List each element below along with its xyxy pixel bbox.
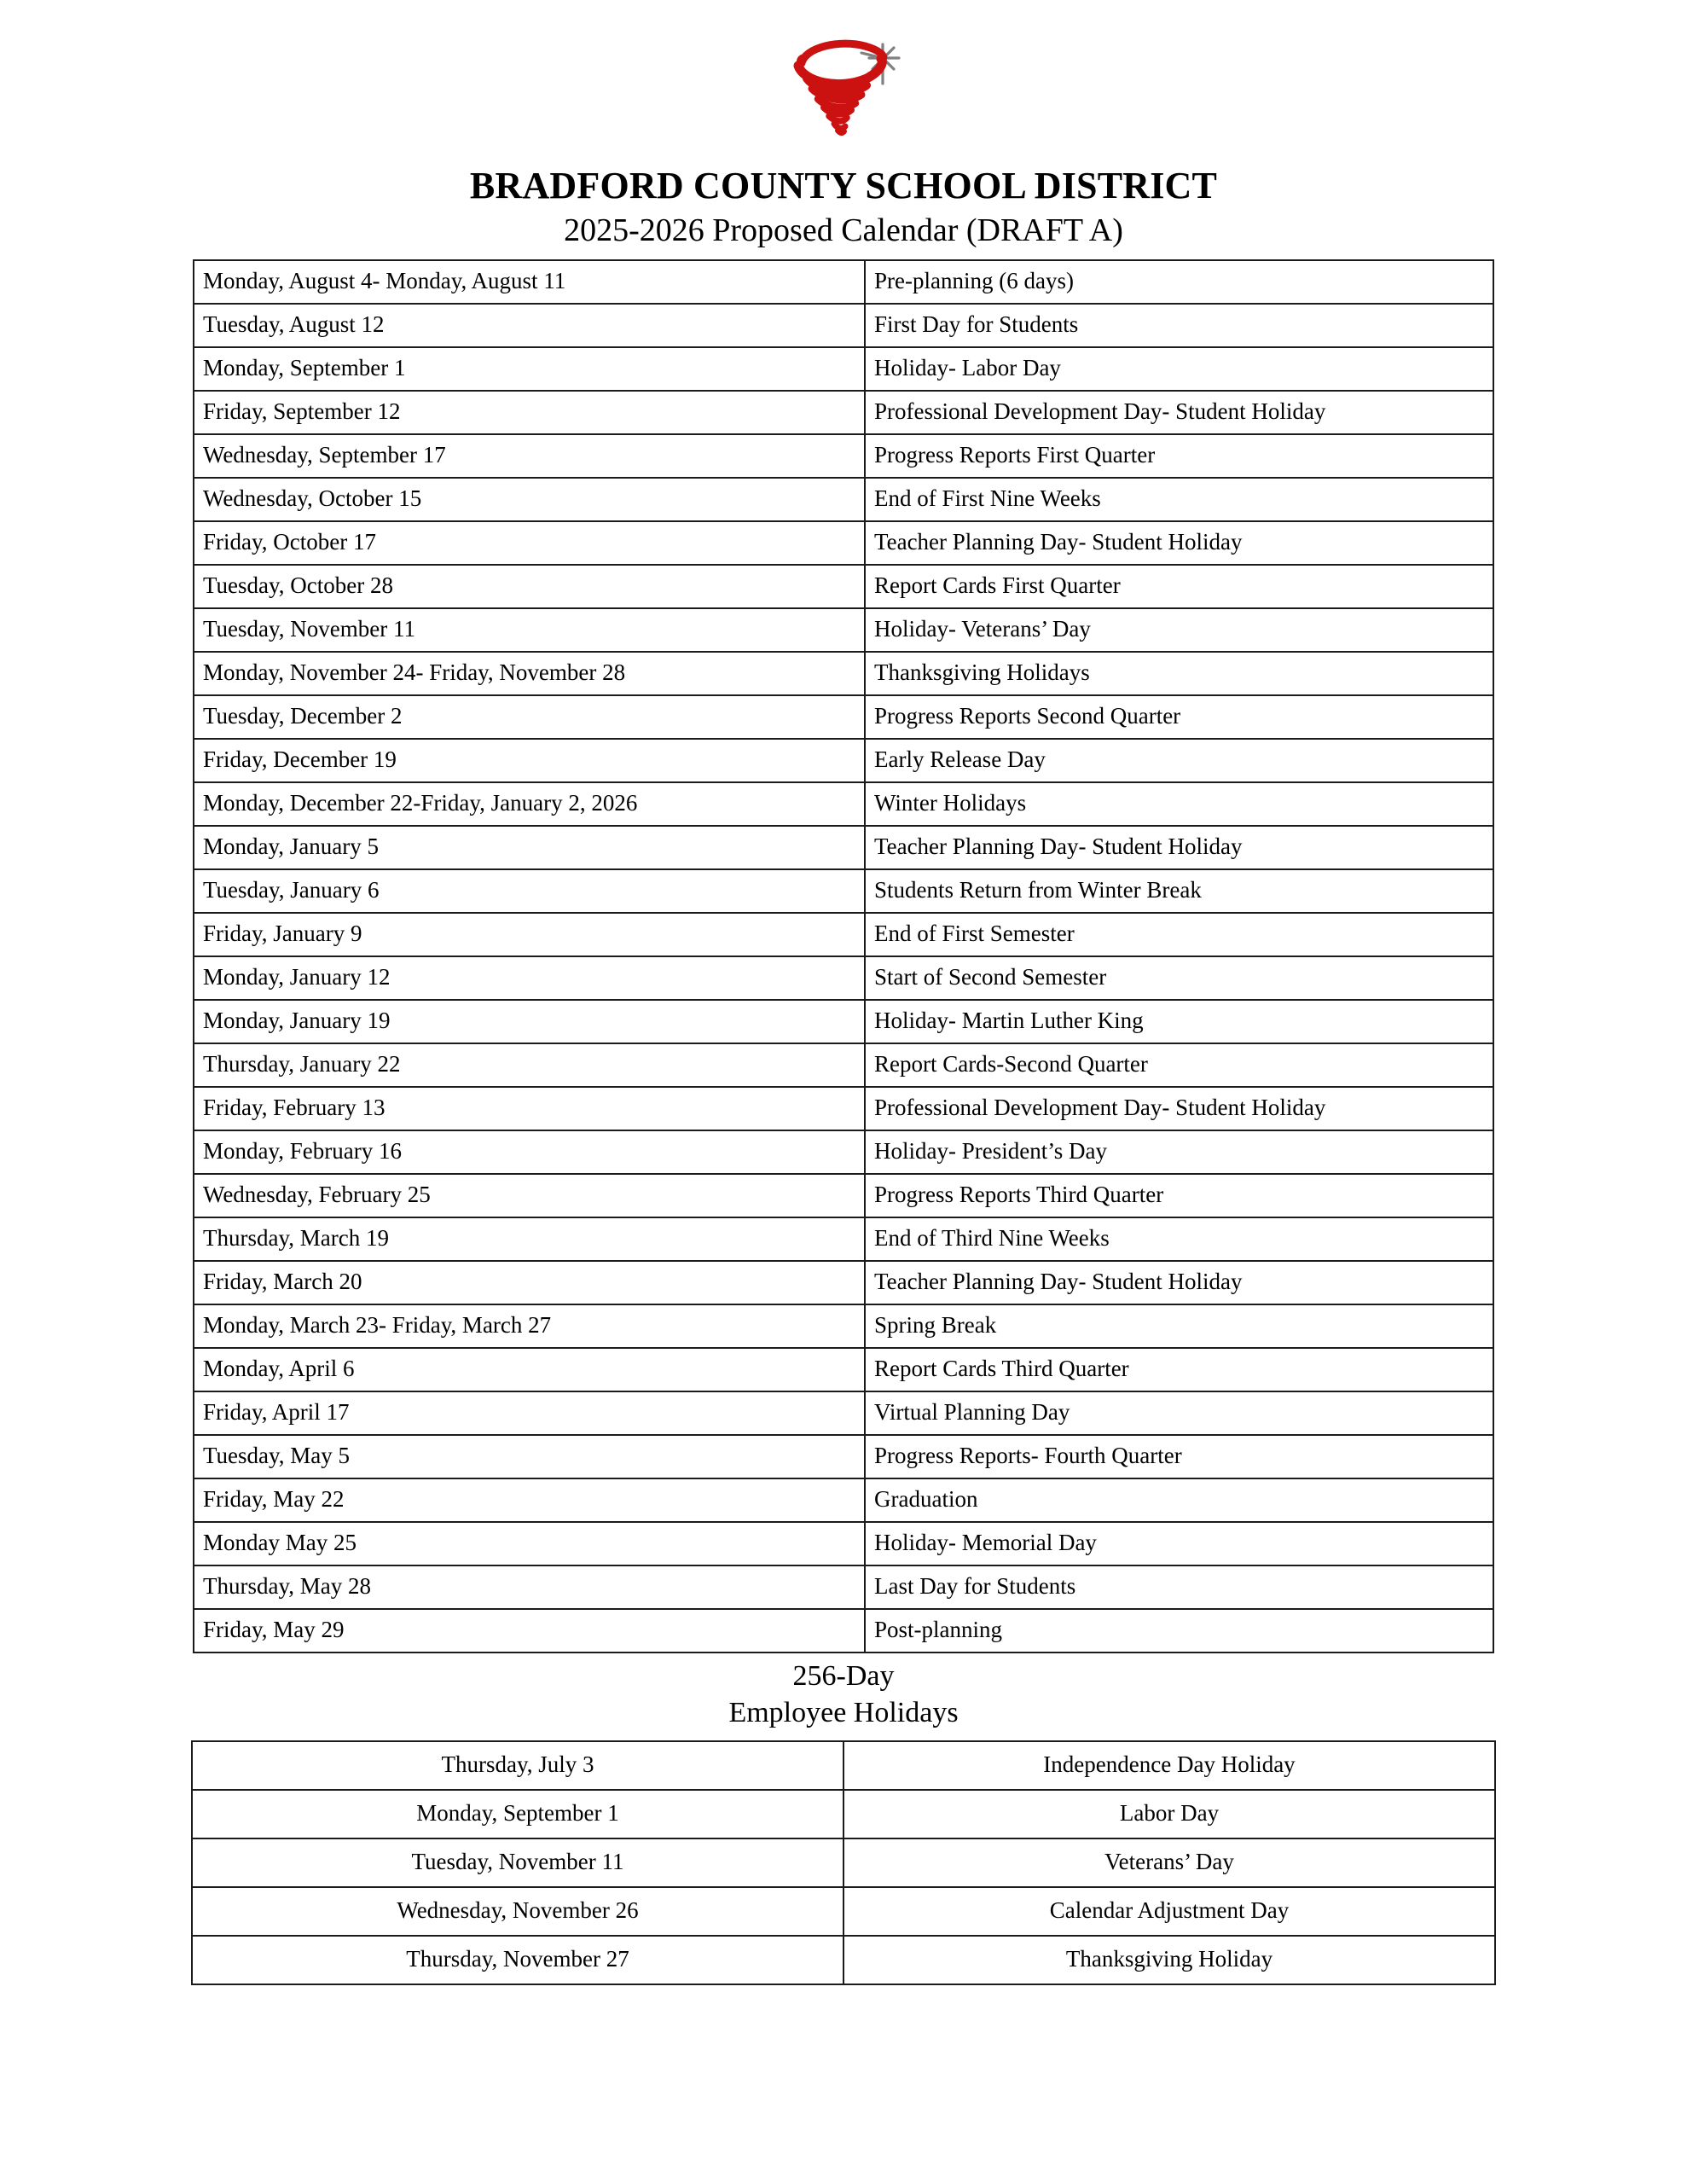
page-bottom-margin [0,1985,1687,2105]
calendar-date-cell: Thursday, March 19 [194,1217,865,1261]
calendar-date-cell: Monday, January 5 [194,826,865,869]
calendar-date-cell: Tuesday, November 11 [194,608,865,652]
table-row [194,956,1493,1000]
table-row [194,478,1493,521]
calendar-date-cell: Thursday, May 28 [194,1565,865,1609]
holiday-event-cell: Veterans’ Day [844,1838,1495,1887]
calendar-date-cell: Monday, April 6 [194,1348,865,1391]
calendar-event-cell: Report Cards-Second Quarter [865,1043,1493,1087]
calendar-event-cell: Professional Development Day- Student Holiday [865,391,1493,434]
holiday-event-cell: Labor Day [844,1790,1495,1838]
page-subtitle: 2025-2026 Proposed Calendar (DRAFT A) [564,212,1123,248]
calendar-event-cell: Winter Holidays [865,782,1493,826]
holiday-date-cell: Thursday, July 3 [192,1741,844,1790]
calendar-date-cell: Monday, January 12 [194,956,865,1000]
calendar-event-cell: Holiday- President’s Day [865,1130,1493,1174]
table-row [194,782,1493,826]
holiday-date-cell: Wednesday, November 26 [192,1887,844,1936]
holiday-date-cell: Monday, September 1 [192,1790,844,1838]
calendar-event-cell: Spring Break [865,1304,1493,1348]
holiday-event-cell: Independence Day Holiday [844,1741,1495,1790]
table-row [194,695,1493,739]
holiday-event-cell: Thanksgiving Holiday [844,1936,1495,1984]
table-row [194,1435,1493,1478]
calendar-event-cell: First Day for Students [865,304,1493,347]
calendar-table-body [194,260,1493,1653]
calendar-date-cell: Friday, March 20 [194,1261,865,1304]
employee-holidays-table-body [192,1741,1495,1984]
table-row [194,1087,1493,1130]
calendar-date-cell: Monday, February 16 [194,1130,865,1174]
table-row [194,826,1493,869]
table-row [194,913,1493,956]
calendar-date-cell: Monday, March 23- Friday, March 27 [194,1304,865,1348]
day-count-heading: 256-Day [792,1659,895,1692]
calendar-event-cell: Pre-planning (6 days) [865,260,1493,304]
calendar-date-cell: Friday, February 13 [194,1087,865,1130]
table-row [194,1261,1493,1304]
calendar-event-cell: Holiday- Martin Luther King [865,1000,1493,1043]
calendar-event-cell: Last Day for Students [865,1565,1493,1609]
table-row [194,608,1493,652]
table-row [194,1304,1493,1348]
calendar-date-cell: Monday May 25 [194,1522,865,1565]
table-row [194,434,1493,478]
calendar-date-cell: Monday, September 1 [194,347,865,391]
table-row [194,652,1493,695]
calendar-event-cell: Progress Reports First Quarter [865,434,1493,478]
calendar-event-cell: Virtual Planning Day [865,1391,1493,1435]
table-row [194,1522,1493,1565]
calendar-table [193,259,1494,1653]
table-row [194,304,1493,347]
calendar-date-cell: Friday, May 22 [194,1478,865,1522]
calendar-date-cell: Friday, April 17 [194,1391,865,1435]
calendar-event-cell: Graduation [865,1478,1493,1522]
calendar-event-cell: Report Cards First Quarter [865,565,1493,608]
calendar-event-cell: Thanksgiving Holidays [865,652,1493,695]
table-row [194,1043,1493,1087]
employee-holidays-heading: Employee Holidays [728,1696,959,1728]
holiday-event-cell: Calendar Adjustment Day [844,1887,1495,1936]
table-row [194,260,1493,304]
calendar-date-cell: Monday, November 24- Friday, November 28 [194,652,865,695]
table-row [194,1348,1493,1391]
table-row [194,1391,1493,1435]
calendar-event-cell: End of First Semester [865,913,1493,956]
table-row [194,1565,1493,1609]
table-row [194,1478,1493,1522]
table-row [192,1790,1495,1838]
calendar-date-cell: Friday, October 17 [194,521,865,565]
table-row [192,1838,1495,1887]
holiday-date-cell: Thursday, November 27 [192,1936,844,1984]
calendar-date-cell: Tuesday, August 12 [194,304,865,347]
calendar-date-cell: Friday, September 12 [194,391,865,434]
calendar-date-cell: Monday, January 19 [194,1000,865,1043]
table-row [194,1609,1493,1653]
calendar-event-cell: End of First Nine Weeks [865,478,1493,521]
table-row [194,1130,1493,1174]
calendar-date-cell: Tuesday, October 28 [194,565,865,608]
calendar-event-cell: Teacher Planning Day- Student Holiday [865,1261,1493,1304]
calendar-date-cell: Wednesday, September 17 [194,434,865,478]
calendar-event-cell: Progress Reports Second Quarter [865,695,1493,739]
calendar-date-cell: Tuesday, May 5 [194,1435,865,1478]
calendar-date-cell: Tuesday, January 6 [194,869,865,913]
employee-holidays-table [191,1740,1496,1984]
table-row [194,565,1493,608]
holiday-date-cell: Tuesday, November 11 [192,1838,844,1887]
calendar-date-cell: Wednesday, February 25 [194,1174,865,1217]
calendar-event-cell: Report Cards Third Quarter [865,1348,1493,1391]
table-row [194,739,1493,782]
district-logo [0,0,1687,145]
calendar-date-cell: Monday, December 22-Friday, January 2, 2026 [194,782,865,826]
calendar-date-cell: Tuesday, December 2 [194,695,865,739]
calendar-event-cell: Progress Reports Third Quarter [865,1174,1493,1217]
table-row [194,1174,1493,1217]
calendar-event-cell: Professional Development Day- Student Holiday [865,1087,1493,1130]
calendar-event-cell: Holiday- Memorial Day [865,1522,1493,1565]
table-row [194,1000,1493,1043]
calendar-date-cell: Monday, August 4- Monday, August 11 [194,260,865,304]
calendar-date-cell: Friday, December 19 [194,739,865,782]
calendar-date-cell: Thursday, January 22 [194,1043,865,1087]
tornado-icon [771,19,916,138]
table-row [194,1217,1493,1261]
table-row [192,1936,1495,1984]
table-row [192,1887,1495,1936]
table-row [194,869,1493,913]
calendar-event-cell: End of Third Nine Weeks [865,1217,1493,1261]
calendar-event-cell: Progress Reports- Fourth Quarter [865,1435,1493,1478]
calendar-date-cell: Friday, January 9 [194,913,865,956]
calendar-event-cell: Post-planning [865,1609,1493,1653]
page-title: BRADFORD COUNTY SCHOOL DISTRICT [469,165,1218,206]
calendar-event-cell: Start of Second Semester [865,956,1493,1000]
table-row [194,391,1493,434]
calendar-event-cell: Holiday- Labor Day [865,347,1493,391]
calendar-event-cell: Holiday- Veterans’ Day [865,608,1493,652]
table-row [194,347,1493,391]
calendar-event-cell: Teacher Planning Day- Student Holiday [865,826,1493,869]
calendar-event-cell: Teacher Planning Day- Student Holiday [865,521,1493,565]
table-row [194,521,1493,565]
table-row [192,1741,1495,1790]
calendar-event-cell: Early Release Day [865,739,1493,782]
calendar-event-cell: Students Return from Winter Break [865,869,1493,913]
calendar-date-cell: Wednesday, October 15 [194,478,865,521]
calendar-date-cell: Friday, May 29 [194,1609,865,1653]
